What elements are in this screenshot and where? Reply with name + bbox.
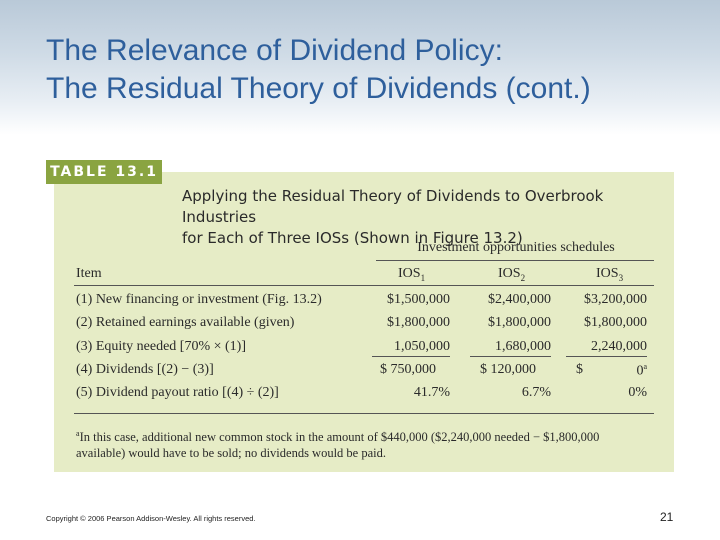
group-header: Investment opportunities schedules bbox=[417, 240, 615, 255]
footnote-mark: a bbox=[76, 429, 80, 438]
table-title-line-1: Applying the Residual Theory of Dividends to Overbrook Industries bbox=[182, 187, 604, 226]
column-header-ios1-base: IOS bbox=[398, 266, 421, 281]
column-header-ios3-base: IOS bbox=[596, 266, 619, 281]
cell-r2-ios2: $1,800,000 bbox=[488, 315, 551, 330]
row-label-1: (1) New financing or investment (Fig. 13.2) bbox=[76, 292, 322, 307]
header-rule bbox=[74, 285, 654, 286]
item-column-header: Item bbox=[76, 266, 102, 281]
footnote-line-2: available) would have to be sold; no dividends would be paid. bbox=[76, 446, 387, 461]
cell-r2-ios3: $1,800,000 bbox=[584, 315, 647, 330]
footnote-line-1 bbox=[76, 426, 666, 445]
column-header-ios3-sub: 3 bbox=[618, 272, 624, 283]
column-header-ios1 bbox=[398, 266, 425, 283]
cell-r1-ios2: $2,400,000 bbox=[488, 292, 551, 307]
cell-r5-ios2: 6.7% bbox=[521, 385, 551, 400]
column-header-ios2 bbox=[498, 266, 525, 283]
row-label-5: (5) Dividend payout ratio [(4) ÷ (2)] bbox=[76, 385, 279, 400]
cell-r1-ios1: $1,500,000 bbox=[387, 292, 450, 307]
bottom-rule bbox=[74, 413, 654, 414]
copyright-notice: Copyright © 2006 Pearson Addison-Wesley. All rights reserved. bbox=[46, 514, 256, 523]
cell-r5-ios1: 41.7% bbox=[413, 385, 450, 400]
row-label-4: (4) Dividends [(2) − (3)] bbox=[76, 362, 214, 377]
cell-r5-ios3: 0% bbox=[628, 385, 647, 400]
table-title-line-2: for Each of Three IOSs (Shown in Figure 13.2) bbox=[182, 229, 523, 247]
cell-r4-ios3-dollar: $ bbox=[576, 362, 583, 377]
footnote-ref-a: a bbox=[643, 362, 647, 371]
cell-r3-ios1: 1,050,000 bbox=[372, 339, 450, 357]
group-header-rule bbox=[376, 260, 654, 261]
slide-title-line-2: The Residual Theory of Dividends (cont.) bbox=[46, 72, 591, 105]
table-footnote bbox=[76, 426, 666, 461]
cell-r2-ios1: $1,800,000 bbox=[387, 315, 450, 330]
slide-title bbox=[46, 32, 706, 108]
row-label-3: (3) Equity needed [70% × (1)] bbox=[76, 339, 247, 354]
slide-title-line-1: The Relevance of Dividend Policy: bbox=[46, 34, 503, 67]
cell-r4-ios3 bbox=[600, 362, 647, 380]
cell-r4-ios2: $ 120,000 bbox=[480, 362, 536, 377]
column-header-ios2-sub: 2 bbox=[520, 272, 526, 283]
cell-r4-ios3-value: 0 bbox=[636, 363, 644, 379]
column-header-ios2-base: IOS bbox=[498, 266, 521, 281]
cell-r3-ios2: 1,680,000 bbox=[470, 339, 551, 357]
table-tag: TABLE 13.1 bbox=[46, 160, 162, 184]
row-label-2: (2) Retained earnings available (given) bbox=[76, 315, 295, 330]
cell-r1-ios3: $3,200,000 bbox=[584, 292, 647, 307]
column-header-ios3 bbox=[596, 266, 623, 283]
page-number: 21 bbox=[660, 510, 674, 524]
cell-r4-ios1: $ 750,000 bbox=[380, 362, 436, 377]
footnote-line-1-text: In this case, additional new common stock in the amount of $440,000 ($2,240,000 needed − $1,800,000 bbox=[79, 430, 600, 445]
column-header-ios1-sub: 1 bbox=[420, 272, 426, 283]
cell-r3-ios3: 2,240,000 bbox=[566, 339, 647, 357]
